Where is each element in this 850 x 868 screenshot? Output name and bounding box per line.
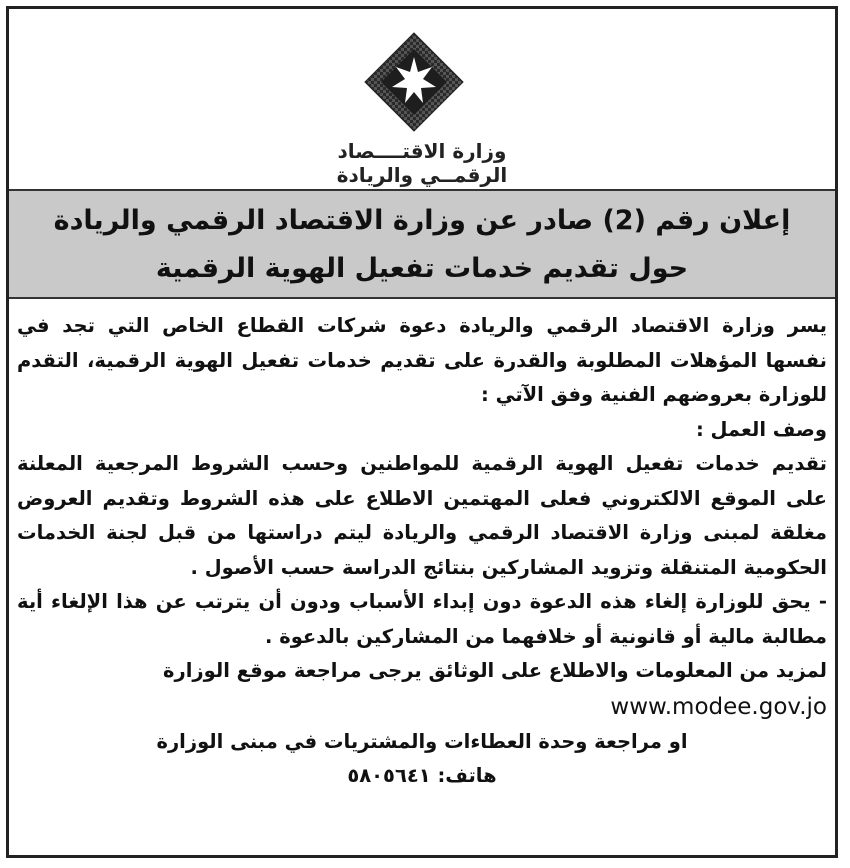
ministry-name-line1: وزارة الاقتــــصاد: [337, 139, 507, 163]
procurement-unit-paragraph: او مراجعة وحدة العطاءات والمشتريات في مبنى الوزارة: [156, 729, 688, 753]
work-description-heading: وصف العمل :: [695, 417, 827, 441]
announcement-title-line1: إعلان رقم (2) صادر عن وزارة الاقتصاد الرقمي والريادة: [53, 205, 791, 236]
phone-number: هاتف: ٥٨٠٥٦٤١: [347, 764, 497, 787]
ministry-logo: [9, 27, 835, 187]
ministry-website-link[interactable]: www.modee.gov.jo: [610, 693, 827, 720]
ministry-name: [9, 139, 835, 187]
ministry-logo-star-icon: [359, 27, 469, 137]
more-info-paragraph: لمزيد من المعلومات والاطلاع على الوثائق يرجى مراجعة موقع الوزارة: [163, 659, 827, 682]
announcement-frame: [6, 6, 838, 858]
announcement-body: [17, 309, 827, 794]
announcement-title-band: [9, 189, 835, 299]
cancellation-paragraph: - يحق للوزارة إلغاء هذه الدعوة دون إبداء الأسباب ودون أن يترتب عن هذا الإلغاء أية مطالبة مالية أو قانونية أو خلافهما من المشاركين بالدعوة .: [17, 590, 827, 648]
work-description-paragraph: تقديم خدمات تفعيل الهوية الرقمية للمواطنين وحسب الشروط المرجعية المعلنة على الموقع الالكتروني فعلى المهتمين الاطلاع على هذه الشروط وتقديم العروض مغلقة لمبنى وزارة الاقتصاد الرقمي والريادة ليتم دراستها من قبل لجنة الخدمات الحكومية المتنقلة وتزويد المشاركين بنتائج الدراسة حسب الأصول .: [17, 452, 827, 579]
intro-paragraph: يسر وزارة الاقتصاد الرقمي والريادة دعوة شركات القطاع الخاص التي تجد في نفسها المؤهلات المطلوبة والقدرة على تقديم خدمات تفعيل الهوية الرقمية، التقدم للوزارة بعروضهم الفنية وفق الآتي :: [17, 314, 827, 406]
announcement-title-line2: حول تقديم خدمات تفعيل الهوية الرقمية: [155, 253, 689, 284]
ministry-name-line2: الرقمــي والريادة: [336, 163, 508, 187]
